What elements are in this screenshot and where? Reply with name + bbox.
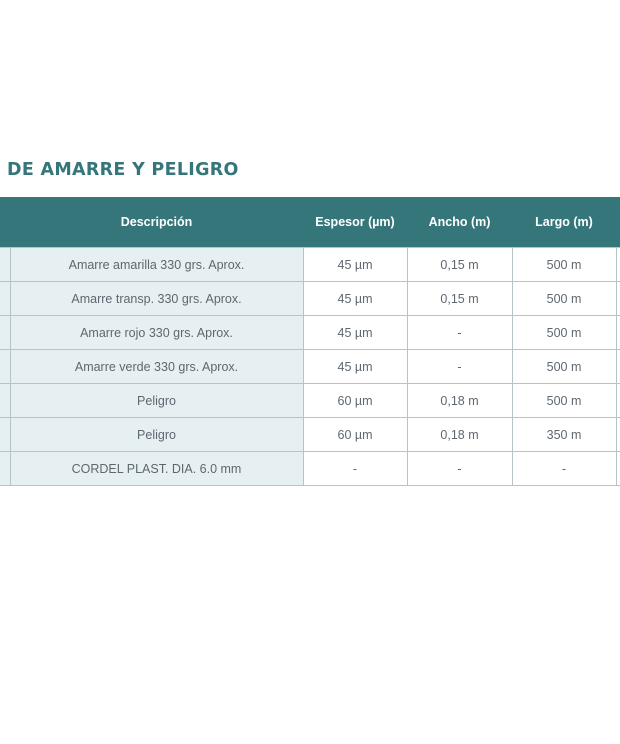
row-trailing-cell	[616, 384, 620, 418]
cell-largo: 500 m	[512, 282, 616, 316]
table-row	[0, 282, 620, 316]
table-row	[0, 418, 620, 452]
row-trailing-cell	[616, 452, 620, 486]
cell-largo: 500 m	[512, 350, 616, 384]
table-row	[0, 316, 620, 350]
cell-espesor: 45 µm	[303, 350, 407, 384]
cell-ancho: 0,15 m	[407, 248, 512, 282]
cell-descripcion: CORDEL PLAST. DIA. 6.0 mm	[10, 452, 303, 486]
product-table	[0, 197, 620, 486]
cell-ancho: 0,15 m	[407, 282, 512, 316]
table-row	[0, 384, 620, 418]
product-table-container	[0, 197, 620, 486]
row-leading-cell	[0, 282, 10, 316]
row-leading-cell	[0, 248, 10, 282]
row-leading-cell	[0, 350, 10, 384]
row-trailing-cell	[616, 418, 620, 452]
row-trailing-cell	[616, 248, 620, 282]
cell-ancho: -	[407, 350, 512, 384]
cell-largo: 500 m	[512, 316, 616, 350]
row-trailing-cell	[616, 282, 620, 316]
cell-espesor: 60 µm	[303, 384, 407, 418]
header-cell-trailing	[616, 197, 620, 248]
header-espesor: Espesor (µm)	[303, 197, 407, 248]
table-row	[0, 248, 620, 282]
section-title: DE AMARRE Y PELIGRO	[7, 160, 239, 180]
row-leading-cell	[0, 452, 10, 486]
cell-largo: 350 m	[512, 418, 616, 452]
cell-espesor: 45 µm	[303, 282, 407, 316]
cell-ancho: 0,18 m	[407, 418, 512, 452]
row-leading-cell	[0, 384, 10, 418]
cell-largo: 500 m	[512, 248, 616, 282]
row-trailing-cell	[616, 350, 620, 384]
cell-espesor: 60 µm	[303, 418, 407, 452]
cell-descripcion: Peligro	[10, 418, 303, 452]
header-ancho: Ancho (m)	[407, 197, 512, 248]
cell-ancho: -	[407, 452, 512, 486]
cell-descripcion: Peligro	[10, 384, 303, 418]
row-leading-cell	[0, 316, 10, 350]
cell-descripcion: Amarre rojo 330 grs. Aprox.	[10, 316, 303, 350]
cell-descripcion: Amarre transp. 330 grs. Aprox.	[10, 282, 303, 316]
cell-ancho: -	[407, 316, 512, 350]
header-row	[0, 197, 620, 248]
header-largo: Largo (m)	[512, 197, 616, 248]
row-trailing-cell	[616, 316, 620, 350]
header-descripcion: Descripción	[10, 197, 303, 248]
cell-descripcion: Amarre verde 330 grs. Aprox.	[10, 350, 303, 384]
cell-ancho: 0,18 m	[407, 384, 512, 418]
table-body	[0, 248, 620, 486]
cell-descripcion: Amarre amarilla 330 grs. Aprox.	[10, 248, 303, 282]
cell-espesor: 45 µm	[303, 248, 407, 282]
row-leading-cell	[0, 418, 10, 452]
header-cell-leading	[0, 197, 10, 248]
table-row	[0, 452, 620, 486]
cell-largo: 500 m	[512, 384, 616, 418]
cell-espesor: 45 µm	[303, 316, 407, 350]
table-header	[0, 197, 620, 248]
cell-espesor: -	[303, 452, 407, 486]
table-row	[0, 350, 620, 384]
cell-largo: -	[512, 452, 616, 486]
